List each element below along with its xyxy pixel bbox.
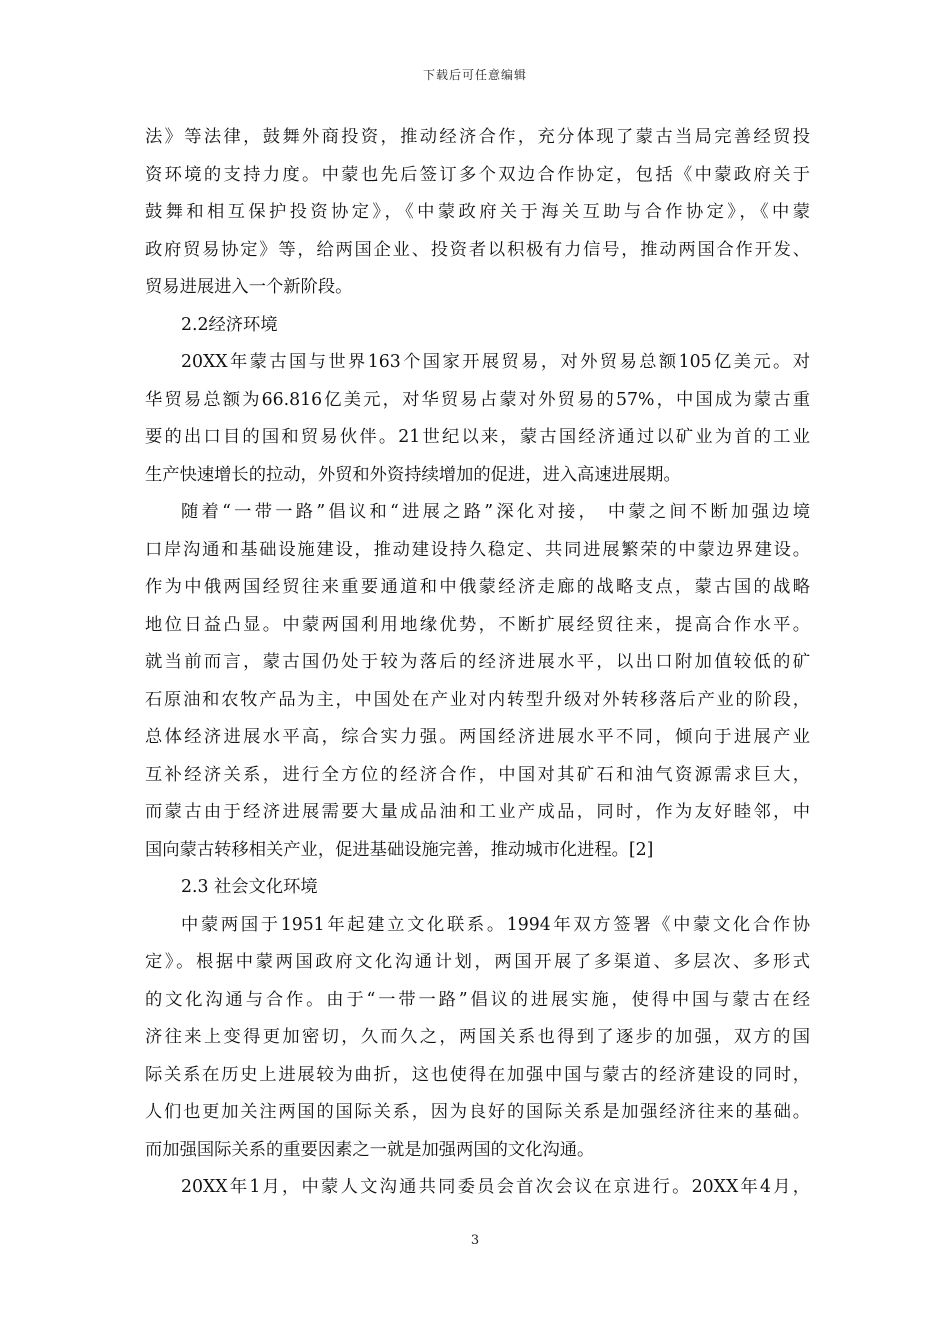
text-line: 互补经济关系，进行全方位的经济合作，中国对其矿石和油气资源需求巨大，	[145, 764, 810, 785]
text-line: 要的出口目的国和贸易伙伴。21世纪以来，蒙古国经济通过以矿业为首的工业	[145, 427, 810, 447]
page-number: 3	[470, 1233, 480, 1248]
text-line: 政府贸易协定》等，给两国企业、投资者以积极有力信号，推动两国合作开发、	[145, 239, 810, 260]
text-line: 而加强国际关系的重要因素之一就是加强两国的文化沟通。	[145, 1139, 595, 1160]
text-line: 而蒙古由于经济进展需要大量成品油和工业产成品，同时，作为友好睦邻，中	[145, 802, 810, 822]
section-heading-social-culture: 2.3 社会文化环境	[181, 877, 318, 897]
document-body	[145, 119, 810, 1207]
text-line: 20XX年1月，中蒙人文沟通共同委员会首次会议在京进行。20XX年4月，	[181, 1177, 810, 1197]
text-line: 鼓舞和相互保护投资协定》，《中蒙政府关于海关互助与合作协定》，《中蒙	[145, 202, 810, 222]
text-line: 口岸沟通和基础设施建设，推动建设持久稳定、共同进展繁荣的中蒙边界建设。	[145, 539, 810, 560]
text-line: 石原油和农牧产品为主，中国处在产业对内转型升级对外转移落后产业的阶段，	[145, 689, 810, 710]
text-line: 国向蒙古转移相关产业，促进基础设施完善，推动城市化进程。[2]	[145, 839, 654, 860]
text-line: 随着“一带一路”倡议和“进展之路”深化对接， 中蒙之间不断加强边境	[181, 502, 810, 522]
text-line: 贸易进展进入一个新阶段。	[145, 277, 353, 297]
text-line: 华贸易总额为66.816亿美元，对华贸易占蒙对外贸易的57%，中国成为蒙古重	[145, 389, 810, 410]
text-line: 作为中俄两国经贸往来重要通道和中俄蒙经济走廊的战略支点，蒙古国的战略	[145, 577, 810, 597]
text-line: 总体经济进展水平高，综合实力强。两国经济进展水平不同，倾向于进展产业	[145, 727, 810, 747]
text-line: 人们也更加关注两国的国际关系，因为良好的国际关系是加强经济往来的基础。	[145, 1102, 810, 1122]
text-line: 定》。根据中蒙两国政府文化沟通计划，两国开展了多渠道、多层次、多形式	[145, 952, 810, 972]
section-heading-economic: 2.2经济环境	[181, 314, 278, 335]
text-line: 际关系在历史上进展较为曲折，这也使得在加强中国与蒙古的经济建设的同时，	[145, 1064, 810, 1085]
page-header: 下载后可任意编辑	[422, 68, 527, 82]
text-line: 的文化沟通与合作。由于“一带一路”倡议的进展实施，使得中国与蒙古在经	[145, 989, 810, 1010]
text-line: 地位日益凸显。中蒙两国利用地缘优势，不断扩展经贸往来，提高合作水平。	[145, 614, 810, 635]
text-line: 济往来上变得更加密切，久而久之，两国关系也得到了逐步的加强，双方的国	[145, 1027, 810, 1047]
text-line: 法》等法律，鼓舞外商投资，推动经济合作，充分体现了蒙古当局完善经贸投	[145, 127, 810, 147]
text-line: 生产快速增长的拉动，外贸和外资持续增加的促进，进入高速进展期。	[145, 464, 681, 485]
text-line: 中蒙两国于1951年起建立文化联系。1994年双方签署《中蒙文化合作协	[181, 914, 810, 935]
text-line: 资环境的支持力度。中蒙也先后签订多个双边合作协定，包括《中蒙政府关于	[145, 164, 810, 185]
text-line: 就当前而言，蒙古国仍处于较为落后的经济进展水平，以出口附加值较低的矿	[145, 652, 810, 672]
text-line: 20XX年蒙古国与世界163个国家开展贸易，对外贸易总额105亿美元。对	[181, 352, 810, 372]
